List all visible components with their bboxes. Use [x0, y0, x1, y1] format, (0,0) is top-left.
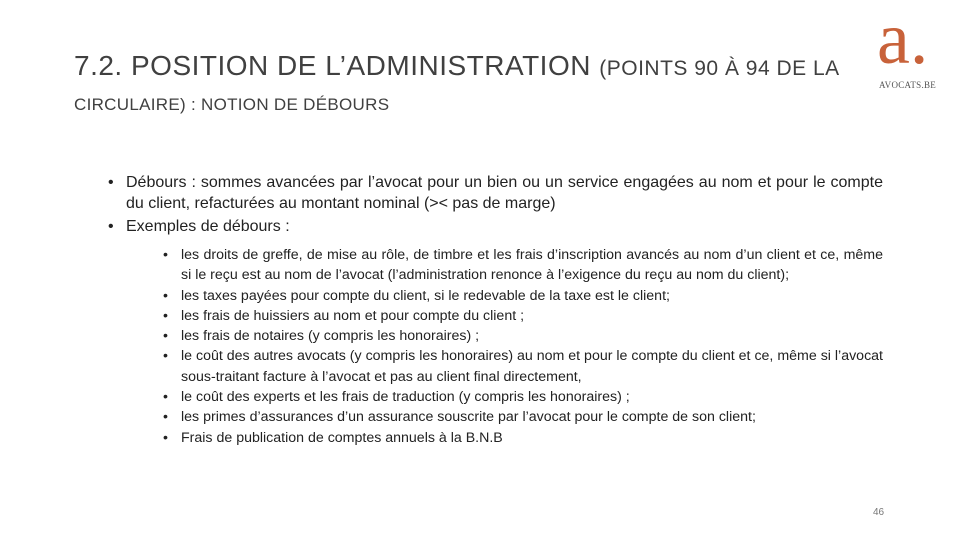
- sub-bullet-text: les frais de huissiers au nom et pour compte du client ;: [181, 307, 525, 324]
- bullet-icon: •: [163, 348, 168, 365]
- sub-bullet-item: [163, 326, 883, 346]
- sub-bullet-text: le coût des experts et les frais de traduction (y compris les honoraires) ;: [181, 389, 630, 406]
- bullet-text: Exemples de débours :: [126, 218, 290, 235]
- slide-content: [108, 172, 883, 450]
- slide-title: [74, 50, 840, 82]
- bullet-icon: •: [163, 409, 168, 426]
- sub-bullet-text: les taxes payées pour compte du client, si le redevable de la taxe est le client;: [181, 287, 670, 304]
- sub-bullet-item: [163, 387, 883, 407]
- bullet-item-exemples: [108, 216, 883, 448]
- slide-title-small: (POINTS 90 À 94 DE LA: [599, 57, 840, 80]
- avocats-be-logo: [873, 0, 947, 93]
- bullet-text: Débours : sommes avancées par l’avocat pour un bien ou un service engagées au nom et pour le compte du client, refacturées au montant nominal (>< pas de marge): [126, 174, 883, 212]
- sub-bullet-text: le coût des autres avocats (y compris les honoraires) au nom et pour le compte du client et ce, même si l’avocat sous-traitant facture à l’avocat et pas au client final directement,: [181, 348, 883, 385]
- page-number: 46: [873, 507, 885, 518]
- slide-title-line2: CIRCULAIRE) : NOTION DE DÉBOURS: [74, 95, 390, 114]
- sub-bullet-item: [163, 428, 883, 448]
- bullet-icon: •: [108, 174, 114, 191]
- bullet-item-debours: [108, 172, 883, 214]
- logo-letter: a.: [877, 0, 929, 80]
- slide-title-main: 7.2. POSITION DE L’ADMINISTRATION: [74, 50, 591, 81]
- sub-bullet-text: Frais de publication de comptes annuels à la B.N.B: [181, 429, 503, 446]
- sub-bullet-text: les frais de notaires (y compris les honoraires) ;: [181, 328, 480, 345]
- bullet-icon: •: [163, 389, 168, 406]
- sub-bullet-text: les primes d’assurances d’un assurance souscrite par l’avocat pour le compte de son client;: [181, 409, 756, 426]
- sub-bullet-item: [163, 346, 883, 387]
- logo-text: AVOCATS.BE: [879, 80, 937, 90]
- bullet-list: [108, 172, 883, 448]
- bullet-icon: •: [163, 429, 168, 446]
- sub-bullet-item: [163, 306, 883, 326]
- bullet-icon: •: [163, 287, 168, 304]
- bullet-icon: •: [163, 247, 168, 263]
- bullet-icon: •: [163, 328, 168, 345]
- sub-bullet-text: les droits de greffe, de mise au rôle, de timbre et les frais d’inscription avancés au nom d’un client et ce, même si le reçu est au nom de l’avocat (l’administration renonce à l’exigence du reçu au nom du client);: [181, 247, 883, 284]
- sub-bullet-item: [163, 286, 883, 306]
- bullet-icon: •: [108, 218, 114, 235]
- sub-bullet-list: [126, 245, 883, 448]
- sub-bullet-item: [163, 245, 883, 286]
- sub-bullet-item: [163, 407, 883, 427]
- bullet-icon: •: [163, 307, 168, 324]
